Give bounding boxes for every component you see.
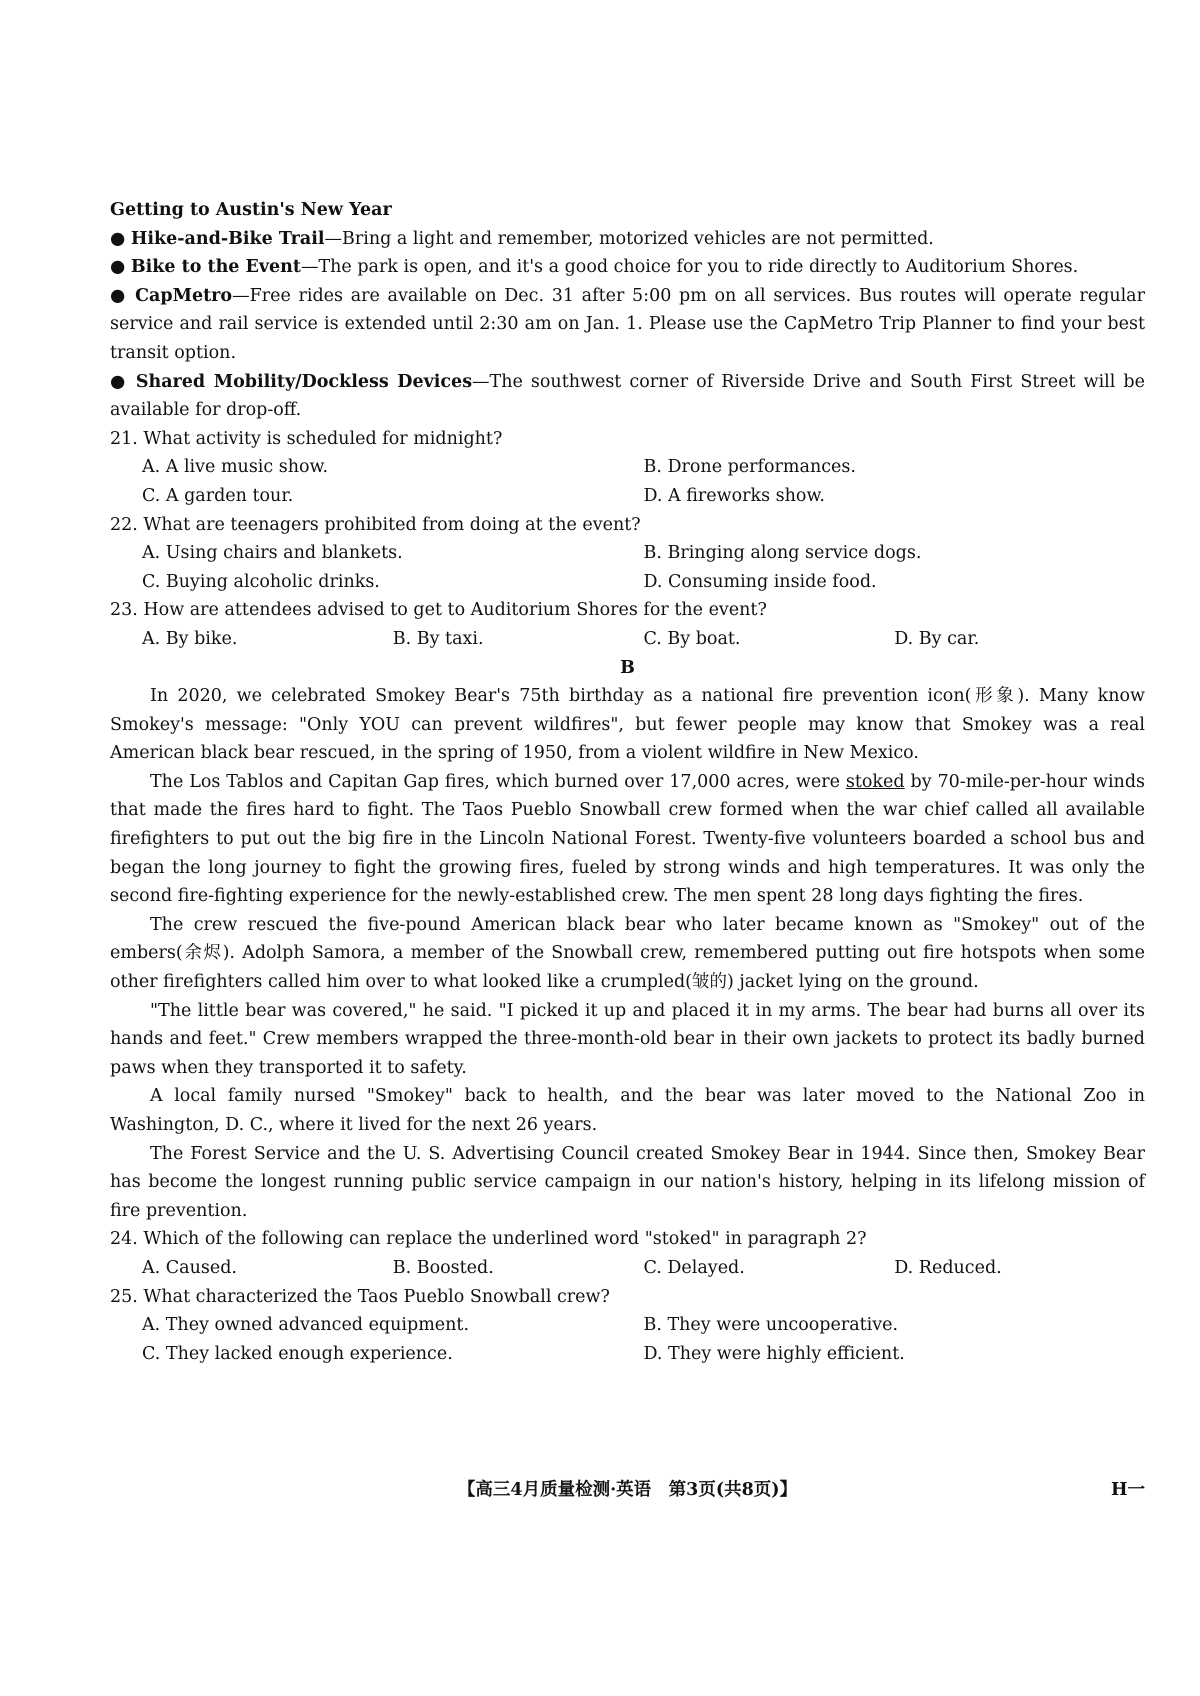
option-c: C. Buying alcoholic drinks. [142,571,380,592]
question-22: 22. What are teenagers prohibited from doing at the event? [110,514,641,535]
passage-paragraph-4: "The little bear was covered," he said. "I picked it up and placed it in my arms. The bear had burns all over its hands and feet." Crew members wrapped the three-month-old bear in their own jackets to protect its badly burned paws when they transported it to safety. [110,1000,1145,1078]
question-21: 21. What activity is scheduled for midnight? [110,428,503,449]
option-a: A. They owned advanced equipment. [142,1315,470,1336]
option-a: A. A live music show. [142,457,329,478]
bullet-item: ● CapMetro—Free rides are available on Dec. 31 after 5:00 pm on all services. Bus routes will operate regular service and rail service is extended until 2:30 am on Jan. 1. Please use the CapMetro Trip Planner to find your best transit option. [110,285,1145,363]
option-a: A. Caused. [142,1257,237,1278]
bullet-item: ● Hike-and-Bike Trail—Bring a light and remember, motorized vehicles are not permitted. [110,228,934,249]
option-b: B. Drone performances. [643,457,856,478]
option-b: B. They were uncooperative. [643,1315,899,1336]
paragraph-2-end: by 70-mile-per-hour winds that made the fires hard to fight. The Taos Pueblo Snowball crew formed when the war chief called all available firefighters to put out the big fire in the Lincoln National Forest. Twenty-five volunteers boarded a school bus and began the long journey to fight the growing fires, fueled by strong winds and high temperatures. It was only the second fire-fighting experience for the newly-established crew. The men spent 28 long days fighting the fires. [110,771,1146,907]
bullet-text: —Free rides are available on Dec. 31 after 5:00 pm on all services. Bus routes will operate regular service and rail service is extended until 2:30 am on Jan. 1. Please use the CapMetro Trip Planner to find your best transit option. [110,285,1145,363]
bullet-text: —The southwest corner of Riverside Drive and South First Street will be available for drop-off. [110,371,1145,421]
option-b: B. Boosted. [392,1257,494,1278]
option-a: A. By bike. [142,628,238,649]
question-25-options [110,1311,1145,1368]
option-c: C. A garden tour. [142,485,294,506]
question-25: 25. What characterized the Taos Pueblo Snowball crew? [110,1286,610,1307]
question-21-options [110,453,1145,510]
option-d: D. Consuming inside food. [643,571,877,592]
passage-paragraph-3: The crew rescued the five-pound American black bear who later became known as "Smokey" out of the embers(余烬). Adolph Samora, a member of the Snowball crew, remembered putting out fire hotspots when some other firefighters called him over to what looked like a crumpled(皱的) jacket lying on the ground. [110,914,1145,993]
passage-paragraph-2 [110,768,1145,911]
option-c: C. They lacked enough experience. [142,1343,453,1364]
bullet-text: —The park is open, and it's a good choice for you to ride directly to Auditorium Shores. [300,257,1079,278]
section-heading: Getting to Austin's New Year [110,200,392,220]
bullet-label: CapMetro [135,285,233,306]
question-23-options [110,625,1145,654]
option-d: D. Reduced. [894,1257,1002,1278]
footer-page-info: 【高三4月质量检测·英语 第3页(共8页)】 [457,1480,798,1500]
option-d: D. A fireworks show. [643,485,825,506]
option-a: A. Using chairs and blankets. [142,543,403,564]
section-b-title: B [620,657,635,678]
question-23: 23. How are attendees advised to get to Auditorium Shores for the event? [110,600,767,621]
option-b: B. By taxi. [392,628,484,649]
passage-paragraph-5: A local family nursed "Smokey" back to health, and the bear was later moved to the National Zoo in Washington, D. C., where it lived for the next 26 years. [110,1086,1145,1135]
option-b: B. Bringing along service dogs. [643,543,922,564]
question-24: 24. Which of the following can replace the underlined word "stoked" in paragraph 2? [110,1229,867,1250]
question-24-options [110,1254,1145,1283]
exam-page [110,196,1145,1368]
bullet-item: ● Shared Mobility/Dockless Devices—The southwest corner of Riverside Drive and South First Street will be available for drop-off. [110,371,1145,421]
passage-paragraph-6: The Forest Service and the U. S. Advertising Council created Smokey Bear in 1944. Since then, Smokey Bear has become the longest running public service campaign in our nation's history, helping in its lifelong mission of fire prevention. [110,1143,1145,1221]
question-22-options [110,539,1145,596]
option-c: C. By boat. [643,628,741,649]
bullet-label: Shared Mobility/Dockless Devices [135,371,473,392]
bullet-label: Bike to the Event [130,257,301,278]
bullet-text: —Bring a light and remember, motorized vehicles are not permitted. [324,228,934,249]
option-c: C. Delayed. [643,1257,745,1278]
passage-paragraph-1: In 2020, we celebrated Smokey Bear's 75th birthday as a national fire prevention icon(形象). Many know Smokey's message: "Only YOU can prevent wildfires", but fewer people may know that Smokey was a real American black bear rescued, in the spring of 1950, from a violent wildfire in New Mexico. [110,686,1145,764]
footer-version-code: H一 [1110,1480,1145,1500]
bullet-label: Hike-and-Bike Trail [130,228,325,249]
option-d: D. By car. [894,628,980,649]
underlined-word: stoked [845,771,905,792]
option-d: D. They were highly efficient. [643,1343,905,1364]
bullet-item: ● Bike to the Event—The park is open, and it's a good choice for you to ride directly to Auditorium Shores. [110,257,1079,278]
paragraph-2-start: The Los Tablos and Capitan Gap fires, which burned over 17,000 acres, were [150,771,846,792]
